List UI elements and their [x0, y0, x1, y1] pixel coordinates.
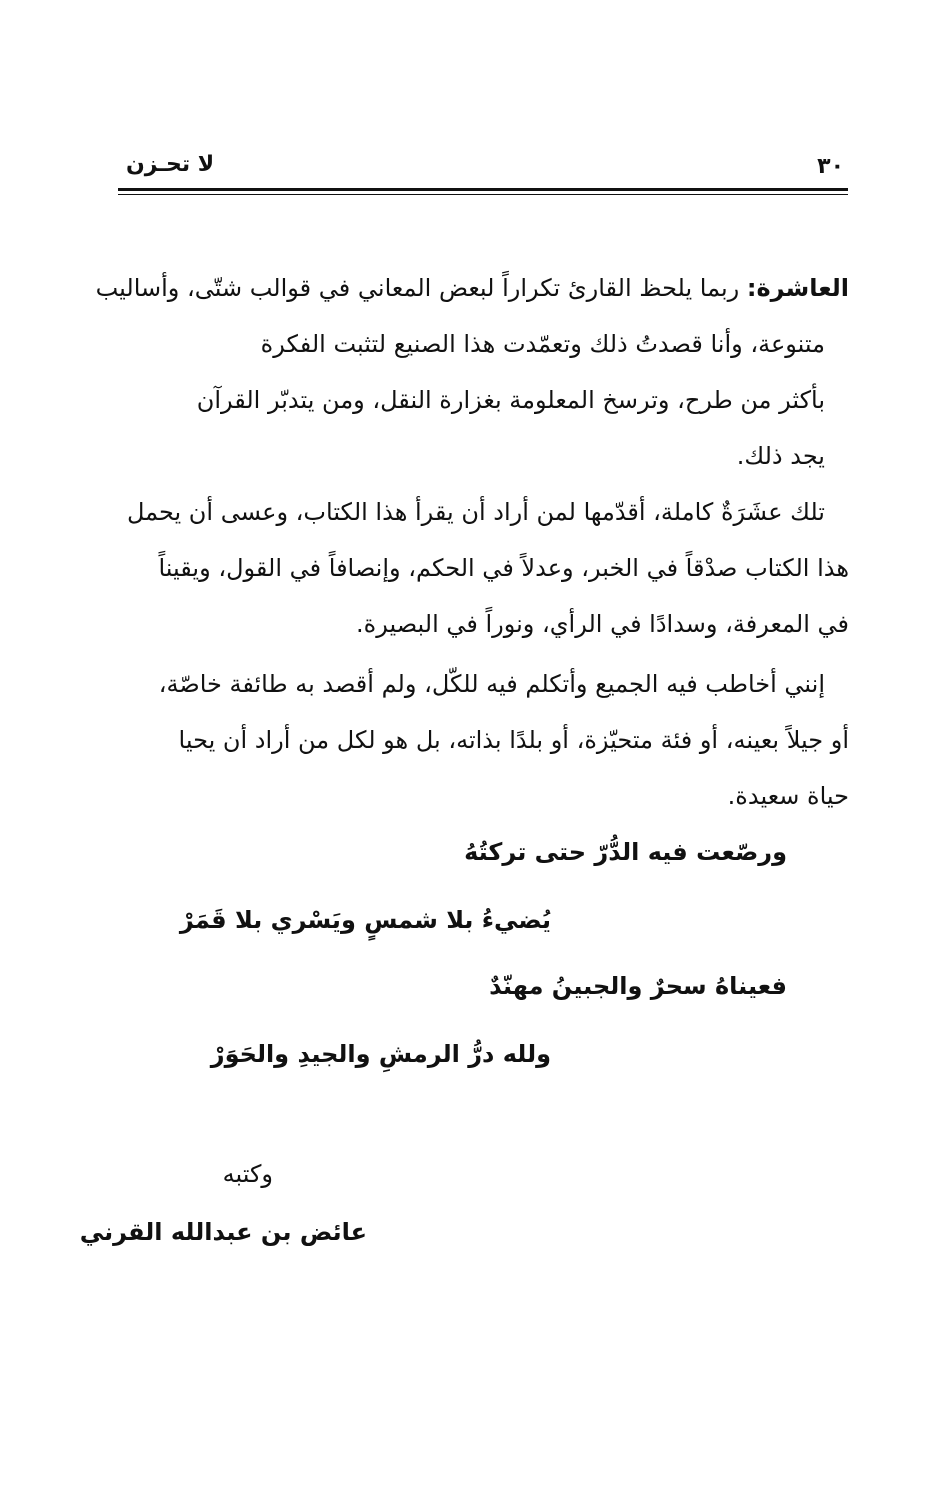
paragraph-line: يجد ذلك. [736, 442, 825, 470]
poem-verse: ورصّعت فيه الدُّرّ حتى تركتُهُ [464, 838, 787, 866]
paragraph-tenth-point [95, 260, 849, 484]
paragraph-line: حياة سعيدة. [727, 782, 849, 810]
paragraph-line: متنوعة، وأنا قصدتُ ذلك وتعمّدت هذا الصنيع لتثبت الفكرة [260, 330, 825, 358]
poem-verse: يُضيءُ بلا شمسٍ ويَسْري بلا قَمَرْ [179, 906, 551, 934]
paragraph-line [95, 260, 849, 316]
poem-verse: ولله درُّ الرمشِ والجيدِ والحَوَرْ [210, 1040, 551, 1068]
paragraph-audience [119, 656, 849, 824]
page-number: ٣٠ [817, 154, 844, 179]
paragraph-line: إنني أخاطب فيه الجميع وأتكلم فيه للكّل، ولم أقصد به طائفة خاصّة، [158, 670, 825, 698]
header-rule-thin [118, 194, 848, 195]
paragraph-line-text: ربما يلحظ القارئ تكراراً لبعض المعاني في قوالب شتّى، وأساليب [95, 274, 747, 302]
signature-label: وكتبه [222, 1160, 273, 1188]
paragraph-ten-complete [119, 484, 849, 652]
paragraph-line: أو جيلاً بعينه، أو فئة متحيّزة، أو بلدًا بذاته، بل هو لكل من أراد أن يحيا [178, 726, 849, 754]
author-name: عائض بن عبدالله القرني [79, 1218, 367, 1246]
lead-word: العاشرة: [746, 274, 849, 302]
paragraph-line: بأكثر من طرح، وترسخ المعلومة بغزارة النقل، ومن يتدبّر القرآن [196, 386, 825, 414]
paragraph-line: تلك عشَرَةٌ كاملة، أقدّمها لمن أراد أن يقرأ هذا الكتاب، وعسى أن يحمل [126, 498, 825, 526]
paragraph-line: في المعرفة، وسدادًا في الرأي، ونوراً في البصيرة. [356, 610, 849, 638]
running-title: لا تحـزن [126, 152, 215, 177]
header-rule-thick [118, 188, 848, 191]
paragraph-line: هذا الكتاب صدْقاً في الخبر، وعدلاً في الحكم، وإنصافاً في القول، ويقيناً [158, 554, 849, 582]
poem-verse: فعيناهُ سحرٌ والجبينُ مهنّدٌ [489, 972, 787, 1000]
page-header [118, 148, 848, 188]
